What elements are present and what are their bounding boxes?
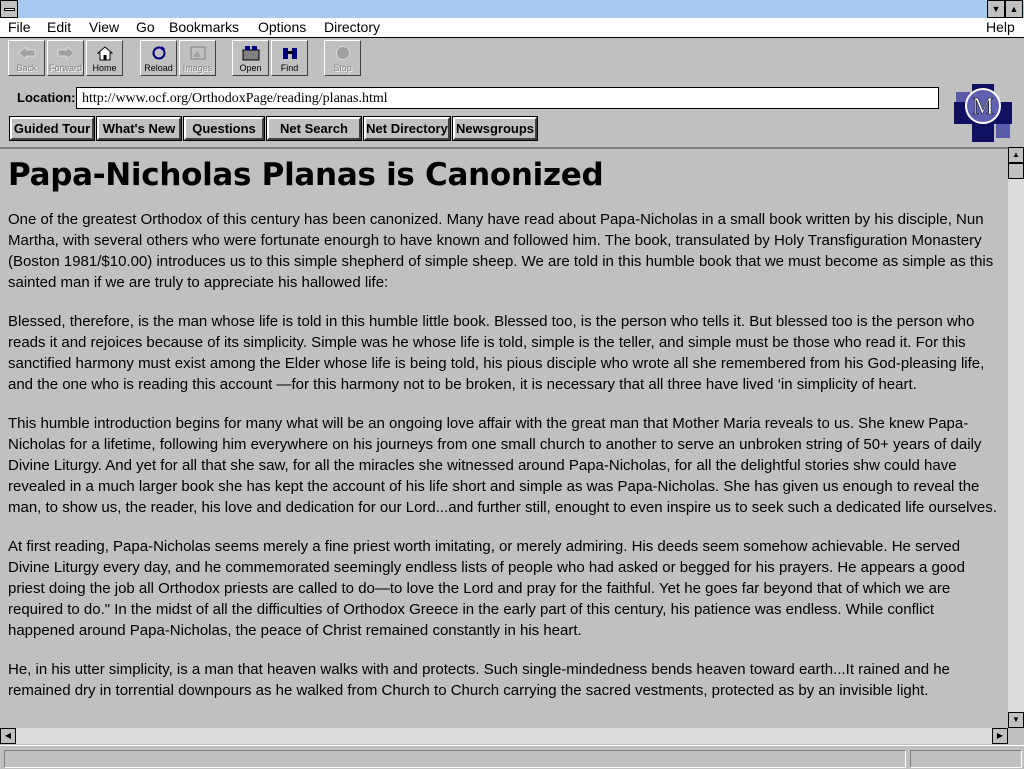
home-icon: [96, 45, 114, 61]
location-input[interactable]: http://www.ocf.org/OrthodoxPage/reading/planas.html: [76, 87, 939, 109]
net-directory-button[interactable]: Net Directory: [364, 117, 450, 140]
scroll-right-button[interactable]: [992, 728, 1008, 744]
net-search-button[interactable]: Net Search: [267, 117, 361, 140]
stop-button[interactable]: [324, 40, 361, 76]
menu-help[interactable]: Help: [986, 19, 1015, 35]
page-title: Papa-Nicholas Planas is Canonized: [8, 157, 604, 193]
whats-new-button[interactable]: What's New: [97, 117, 181, 140]
reload-label: Reload: [144, 63, 173, 73]
netscape-logo-icon[interactable]: [954, 84, 1012, 142]
down-arrow-icon: ▼: [991, 4, 1001, 14]
menu-edit[interactable]: Edit: [47, 19, 72, 35]
paragraph-3: This humble introduction begins for many what will be an ongoing love affair with the great man that Mother Maria reveals to us. She knew Papa-Nicholas for a lifetime, following him everywhere on his journeys from one small church to another to serve an unbroken string of 50+ years of daily Divine Liturgy. And yet for all that she saw, for all the miracles she witnessed around Papa-Nicholas, for all the delightful stories shw could have revealed in a much larger book she has kept the account of his life short and simple as was Papa-Nicholas. She has given us enough to reveal the man, to show us, the reader, his love and dedication for our Lord...and further still, enought to even inspire us to seek such a dedicated life ourselves.: [8, 415, 997, 516]
menu-view[interactable]: View: [89, 19, 120, 35]
images-button[interactable]: [179, 40, 216, 76]
forward-button[interactable]: [47, 40, 84, 76]
back-label: Back: [16, 63, 37, 73]
scroll-left-button[interactable]: [0, 728, 16, 744]
minimize-button[interactable]: [987, 0, 1005, 18]
questions-button[interactable]: Questions: [184, 117, 264, 140]
vertical-scrollbar[interactable]: [1008, 147, 1024, 728]
down-arrow-icon: ▼: [1012, 715, 1020, 724]
status-text: [4, 750, 906, 768]
back-button[interactable]: [8, 40, 45, 76]
images-icon: [189, 45, 207, 61]
home-button[interactable]: [86, 40, 123, 76]
stop-icon: [334, 45, 352, 61]
open-label: Open: [239, 63, 262, 73]
logo-letter: M: [972, 94, 994, 120]
home-label: Home: [92, 63, 117, 73]
paragraph-5: He, in his utter simplicity, is a man that heaven walks with and protects. Such single-mindedness bends heaven toward earth...It rained and he remained dry in torrential downpours as he walked from Church to Church carrying the sacred vestments, protected as by an invisible light.: [8, 661, 950, 699]
find-label: Find: [280, 63, 299, 73]
scroll-up-button[interactable]: [1008, 147, 1024, 163]
newsgroups-button[interactable]: Newsgroups: [453, 117, 537, 140]
back-arrow-icon: [18, 45, 36, 61]
find-button[interactable]: [271, 40, 308, 76]
location-label: Location:: [17, 90, 76, 105]
menu-file[interactable]: File: [8, 19, 31, 35]
reload-icon: [150, 45, 168, 61]
guided-tour-button[interactable]: Guided Tour: [10, 117, 94, 140]
paragraph-2: Blessed, therefore, is the man whose life is told in this humble little book. Blessed too, is the person who tells it. But blessed too is the person who reads it and rejoices because of its simplicity. Simple was he whose life is told, simple is the teller, and simple must be those who read it. For this sanctified harmony must exist among the Elder whose life is being told, his pious disciple who wrote all she remembered from his God-pleasing life, and the one who is reading this account —for this harmony not to be broken, it is necessary that all three have lived ‘in simplicity of heart.: [8, 313, 985, 393]
menu-go[interactable]: Go: [136, 19, 155, 35]
up-arrow-icon: ▲: [1012, 150, 1020, 159]
reload-button[interactable]: [140, 40, 177, 76]
scroll-down-button[interactable]: [1008, 712, 1024, 728]
menu-bookmarks[interactable]: Bookmarks: [169, 19, 240, 35]
forward-arrow-icon: [57, 45, 75, 61]
find-icon: [281, 45, 299, 61]
system-menu-icon: [4, 8, 15, 11]
left-arrow-icon: ◀: [4, 731, 12, 740]
progress-indicator: [910, 750, 1022, 768]
toolbar: [0, 38, 1024, 82]
horizontal-scrollbar[interactable]: [0, 728, 1008, 744]
menu-bar: [0, 18, 1024, 38]
menu-directory[interactable]: Directory: [324, 19, 381, 35]
scroll-corner: [1008, 728, 1024, 744]
open-button[interactable]: [232, 40, 269, 76]
open-icon: [242, 45, 260, 61]
page-content: [0, 147, 1008, 728]
images-label: Images: [182, 63, 213, 73]
scroll-thumb[interactable]: [1008, 163, 1024, 179]
title-bar: [0, 0, 1024, 18]
menu-options[interactable]: Options: [258, 19, 307, 35]
forward-label: Forward: [48, 63, 82, 73]
system-menu-button[interactable]: [0, 0, 18, 18]
maximize-button[interactable]: [1005, 0, 1023, 18]
paragraph-4: At first reading, Papa-Nicholas seems merely a fine priest worth imitating, or merely admiring. His deeds seem somehow achievable. He served Divine Liturgy every day, and he commemorated seemingly endless lists of people who had asked or begged for his prayers. He appears a good priest doing the job all Orthodox priests are called to do—to love the Lord and pray for the faithful. Yet he goes far beyond that of which we are required to do." In the midst of all the difficulties of Orthodox Greece in the early part of this century, his patience was endless. While conflict happened around Papa-Nicholas, the peace of Christ remained constantly in his heart.: [8, 538, 965, 639]
paragraph-1: One of the greatest Orthodox of this century has been canonized. Many have read about Papa-Nicholas in a small book written by his disciple, Nun Martha, with several others who were fortunate enourgh to have known and followed him. The book, transulated by Holy Transfiguration Monastery (Boston 1981/$10.00) introduces us to this simple shepherd of simple sheep. We are told in this humble book that we must become as simple as this sainted man if we are truly to appreciate his hallowed life:: [8, 211, 994, 291]
up-arrow-icon: ▲: [1009, 4, 1019, 14]
stop-label: Stop: [333, 63, 352, 73]
right-arrow-icon: ▶: [996, 731, 1004, 740]
